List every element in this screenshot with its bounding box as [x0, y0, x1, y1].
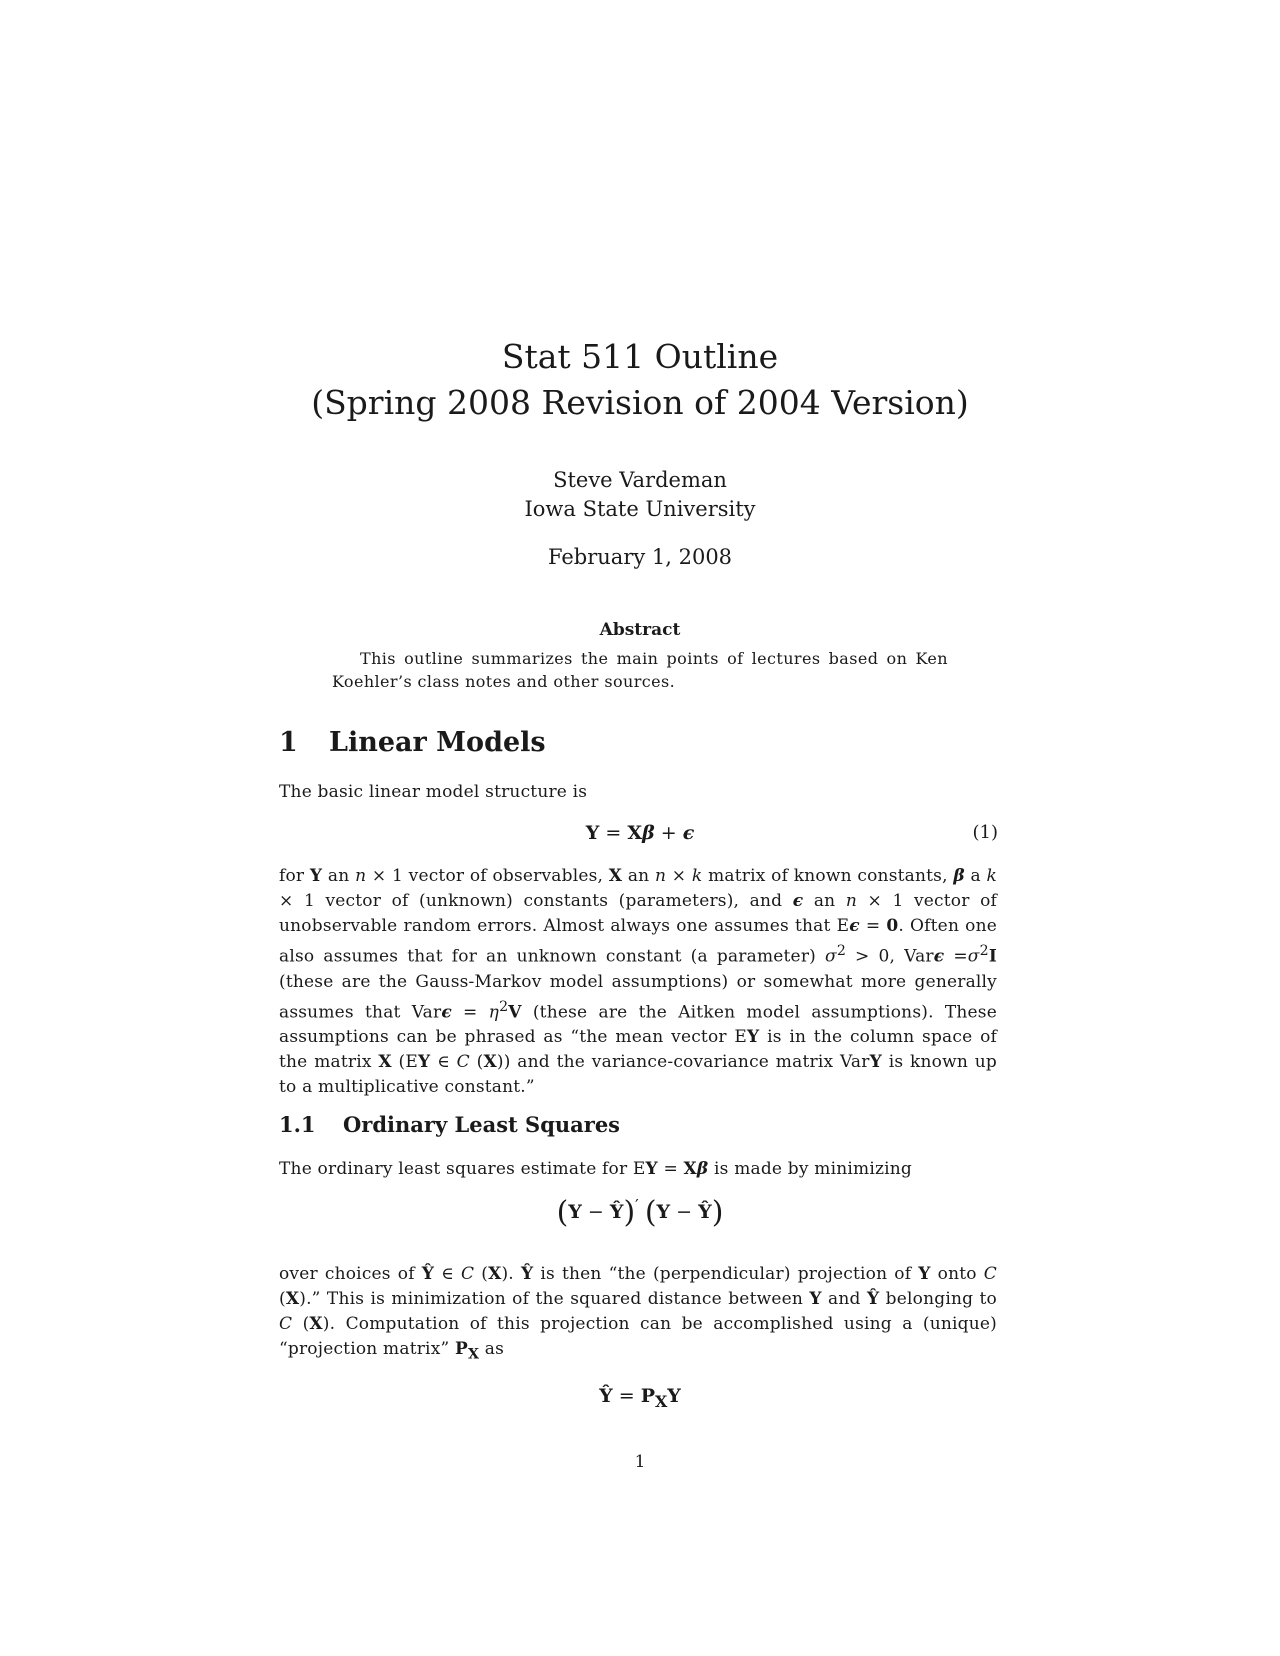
title-line-1: Stat 511 Outline	[501, 337, 779, 376]
subsection-heading	[279, 1112, 620, 1137]
abstract-text	[332, 647, 948, 693]
section-heading	[279, 727, 546, 758]
projection-paragraph: over choices of Ŷ ∈ C (X). Ŷ is then “the (perpendicular) projection of Y onto C (X).” This is minimization of the squared distance between Y and Ŷ belonging to C (X). Computation of this projection can be accomplished using a (unique) “projection matrix” $P_X$ as	[279, 1264, 997, 1363]
section-title: Linear Models	[329, 727, 546, 758]
page-number: 1	[634, 1452, 646, 1472]
author-name: Steve Vardeman	[553, 468, 727, 492]
abstract-heading: Abstract	[599, 620, 681, 640]
abstract-paragraph: This outline summarizes the main points of lectures based on Ken Koehler’s class notes and other sources.	[332, 649, 948, 691]
section-number: 1	[279, 727, 298, 758]
linear-model-paragraph: for Y an n × 1 vector of observables, X an n × k matrix of known constants, β a k × 1 vector of (unknown) constants (parameters), and ϵ an n × 1 vector of unobservable random errors. Almost always one assumes that Eϵ = 0. Often one also assumes that for an unknown constant (a parameter) $\sigma^2 > 0$, $Var\epsilon =\sigma^2I$ (these are the Gauss-Markov model assumptions) or somewhat more generally assumes that $Var\epsilon = \eta^2V$ (these are the Aitken model assumptions). These assumptions can be phrased as “the mean vector EY is in the column space of the matrix X (EY ∈ C (X)) and the variance-covariance matrix VarY is known up to a multiplicative constant.”	[279, 866, 998, 1098]
author-affiliation: Iowa State University	[524, 497, 756, 521]
ols-intro-paragraph: The ordinary least squares estimate for EY = Xβ is made by minimizing	[279, 1159, 913, 1179]
equation-1: Y = Xβ + ϵ	[585, 822, 695, 844]
equation-1-number: (1)	[972, 822, 998, 843]
title-line-2: (Spring 2008 Revision of 2004 Version)	[311, 383, 969, 422]
equation-ols-objective: (Y − Ŷ)′ (Y − Ŷ)	[556, 1195, 724, 1230]
equation-projection: Ŷ = $P_XY$	[599, 1385, 681, 1411]
subsection-number: 1.1	[279, 1112, 316, 1137]
section-intro	[279, 780, 997, 805]
subsection-title: Ordinary Least Squares	[343, 1112, 621, 1137]
document-date: February 1, 2008	[547, 545, 733, 569]
intro-text: The basic linear model structure is	[279, 782, 588, 802]
